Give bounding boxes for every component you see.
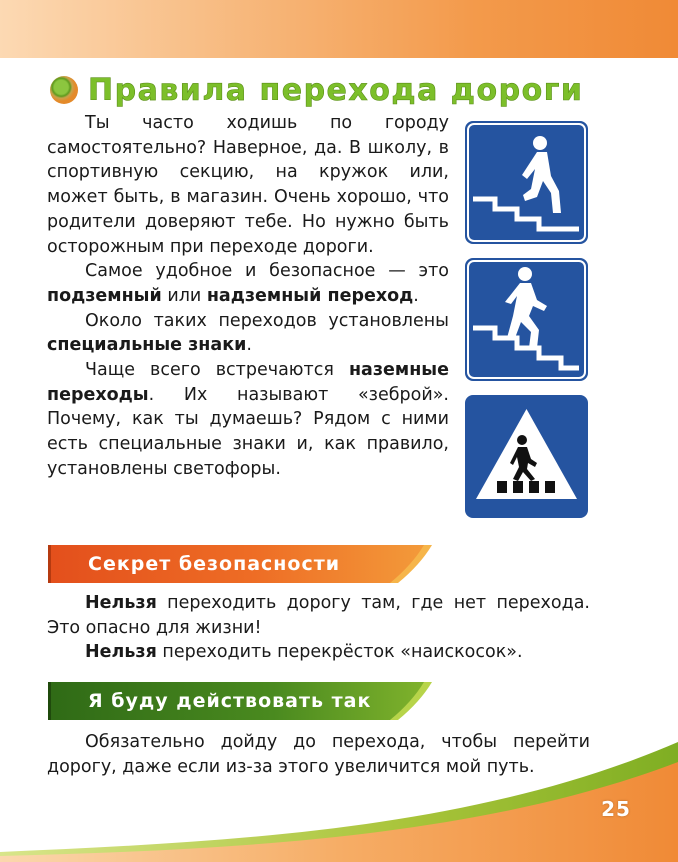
intro-paragraph: Чаще всего встречаются наземные переходы. Их называют «зеброй». Почему, как ты думаешь? Рядом с ними есть специальные знаки и, как правило, установлены светофоры. [47, 360, 449, 479]
underground-crossing-sign-icon [465, 121, 588, 244]
bullet-icon [50, 76, 78, 104]
intro-paragraph: Ты часто ходишь по городу самостоятельно? Наверное, да. В школу, в спортивную секцию, на кружок или, может быть, в магазин. Очень хорошо, что родители доверяют тебе. Но нужно быть осторожным при переходе дороги. [47, 113, 449, 257]
top-decor-band [0, 0, 678, 58]
bold-term: Нельзя [85, 593, 157, 613]
page-title: Правила перехода дороги [88, 72, 584, 108]
bold-term: подземный [47, 285, 162, 306]
action-paragraph: Обязательно дойду до перехода, чтобы перейти дорогу, даже если из-за этого увеличится мой путь. [47, 732, 590, 777]
secret-safety-banner [48, 545, 432, 583]
intro-paragraph: Около таких переходов установлены специальные знаки. [47, 310, 449, 356]
section-header [50, 70, 583, 110]
bold-term: Нельзя [85, 642, 157, 663]
intro-text [47, 111, 449, 482]
bold-term: наземные переходы [47, 360, 449, 405]
bottom-decor-swoosh [0, 740, 678, 862]
secret-heading: Секрет безопасности [88, 553, 341, 575]
action-heading: Я буду действовать так [88, 690, 372, 712]
bold-term: надземный переход [206, 285, 414, 306]
page-number: 25 [601, 797, 631, 821]
rule-line: Нельзя переходить перекрёсток «наискосок». [85, 642, 523, 663]
action-banner [48, 682, 432, 720]
overhead-crossing-sign-icon [465, 258, 588, 381]
intro-paragraph: Самое удобное и безопасное — это подземный или надземный переход. [47, 261, 449, 306]
rule-line: Нельзя переходить дорогу там, где нет перехода. Это опасно для жизни! [47, 593, 590, 638]
secret-text [47, 591, 590, 665]
pedestrian-crossing-sign-icon [465, 395, 588, 518]
bold-term: специальные знаки [47, 335, 247, 356]
